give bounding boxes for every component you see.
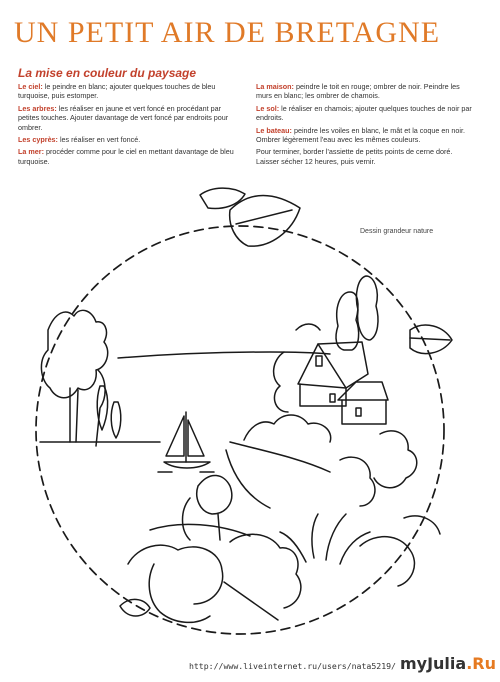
landscape-line-drawing [0, 180, 500, 650]
horizon-line [118, 352, 330, 358]
instruction-boat [256, 126, 481, 145]
page-title: UN PETIT AIR DE BRETAGNE [14, 16, 441, 49]
instruction-term: Le bateau: [256, 125, 292, 135]
instruction-term: Les arbres: [18, 103, 57, 113]
watermark-url: http://www.liveinternet.ru/users/nata5219/ [188, 661, 396, 671]
instructions-right-column [256, 82, 481, 169]
instructions-left-column [18, 82, 243, 169]
instruction-term: Le ciel: [18, 82, 43, 91]
instruction-sky [18, 82, 243, 101]
instruction-sea [18, 147, 243, 166]
instruction-text: endroits. [256, 113, 284, 123]
instruction-term: Le sol: [256, 103, 280, 113]
instruction-text: Laisser sécher 12 heures, puis vernir. [256, 156, 376, 166]
instruction-text: ombrer. [18, 122, 43, 132]
instruction-text: murs en blanc; les ombrer de chamois. [256, 91, 380, 101]
instruction-trees [18, 104, 243, 132]
instruction-text: peindre les voiles en blanc, le mât et la coque en noir. [293, 125, 465, 135]
sailboat [158, 412, 214, 472]
drawing-caption: Dessin grandeur nature [360, 228, 434, 235]
section-heading: La mise en couleur du paysage [18, 66, 197, 80]
instruction-term: Les cyprès: [18, 135, 58, 145]
instruction-text: Ombrer légèrement l'eau avec les mêmes couleurs. [256, 135, 421, 145]
instruction-text: turquoise. [18, 156, 50, 166]
instruction-term: La mer: [18, 147, 44, 157]
watermark [188, 654, 496, 678]
instruction-text: petites touches. Ajouter davantage de vert foncé par endroits pour [18, 113, 229, 123]
watermark-logo-main: myJulia [399, 654, 467, 673]
instruction-cypress [18, 135, 243, 144]
top-leaves [200, 188, 300, 246]
watermark-logo [400, 654, 496, 673]
instruction-text: peindre le toit en rouge; ombrer de noir. Peindre les [295, 82, 460, 91]
hillside [150, 324, 452, 540]
left-trees [40, 310, 160, 446]
instruction-text: turquoise, puis estomper. [18, 91, 99, 101]
instruction-term: La maison: [256, 82, 294, 91]
watermark-logo-accent: .Ru [466, 654, 496, 673]
foreground-plants [120, 514, 440, 622]
instruction-text: procéder comme pour le ciel en mettant davantage de bleu [45, 147, 234, 157]
instruction-text: les réaliser en jaune et vert foncé en procédant par [58, 103, 221, 113]
instruction-finish [256, 147, 481, 166]
house-and-cypress [298, 276, 388, 424]
instruction-text: le réaliser en chamois; ajouter quelques touches de noir par [281, 103, 472, 113]
instruction-text: Pour terminer, border l'assiette de petits points de cerne doré. [256, 147, 453, 157]
instruction-ground [256, 104, 481, 123]
instruction-house [256, 82, 481, 101]
instruction-text: le peindre en blanc; ajouter quelques touches de bleu [44, 82, 216, 91]
instruction-text: les réaliser en vert foncé. [59, 135, 141, 145]
